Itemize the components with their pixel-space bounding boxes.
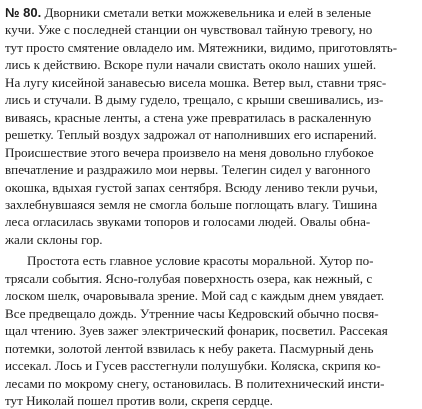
text-line: лесами по мокрому снегу, остановилась. В политехнический инсти-: [5, 375, 385, 391]
text-line: жали склоны гор.: [5, 231, 103, 247]
text-line: № 80. Дворники сметали ветки можжевельника и елей в зеленые: [5, 5, 372, 20]
text-line: лись и стучали. В дыму гудело, трещало, с крыши свешивались, из-: [5, 92, 384, 108]
text-line: решетку. Теплый воздух задрожал от наполнивших его испарений.: [5, 127, 377, 143]
text-line: На лугу кисейной занавесью висела мошка. Ветер выл, ставни тряс-: [5, 74, 387, 90]
text-line: окошка, вдыхая густой запах сентября. Всюду лениво текли ручьи,: [5, 179, 378, 195]
text-line: Простота есть главное условие красоты моральной. Хутор по-: [27, 253, 374, 269]
paragraph-1: [5, 4, 418, 248]
text-line: иссекал. Лось и Гусев расстегнули полушубки. Коляска, скрипя ко-: [5, 358, 381, 374]
text-line: трясали события. Ясно-голубая поверхность озера, как нежный, с: [5, 270, 373, 286]
paragraph-2: [5, 252, 418, 409]
text-line: виваясь, красные ленты, а стена уже превратилась в раскаленную: [5, 109, 372, 125]
text-line: лись к действию. Вскоре пули начали свистать около наших ушей.: [5, 57, 377, 73]
text-line: леса огласилась звуками топоров и голосами людей. Овалы обна-: [5, 214, 371, 230]
exercise-number: № 80.: [5, 5, 42, 20]
text-line: Происшествие этого вечера произвело на меня довольно глубокое: [5, 144, 374, 160]
text-line: Все предвещало дождь. Утренние часы Кедровский обычно посвя-: [5, 305, 379, 321]
text-line: лоском шелк, очаровывала зрение. Мой сад с каждым днем увядает.: [5, 288, 385, 304]
text-line: впечатление и раздражило мои нервы. Телегин сидел у вагонного: [5, 162, 371, 178]
text-line: тут просто смятение овладело им. Мятежники, видимо, приготовлять-: [5, 39, 398, 55]
text-line: захлебнувшаяся земля не смогла больше поглощать влагу. Тишина: [5, 196, 378, 212]
text-line: тут Николай пошел против воли, скрепя сердце.: [5, 392, 273, 408]
text-line: потемки, золотой лентой взвилась к небу ракета. Пасмурный день: [5, 340, 374, 356]
text-line: кучи. Уже с последней станции он чувствовал тайную тревогу, но: [5, 22, 373, 38]
text-line: щал чтению. Зуев зажег электрический фонарик, посветил. Рассекая: [5, 323, 388, 339]
